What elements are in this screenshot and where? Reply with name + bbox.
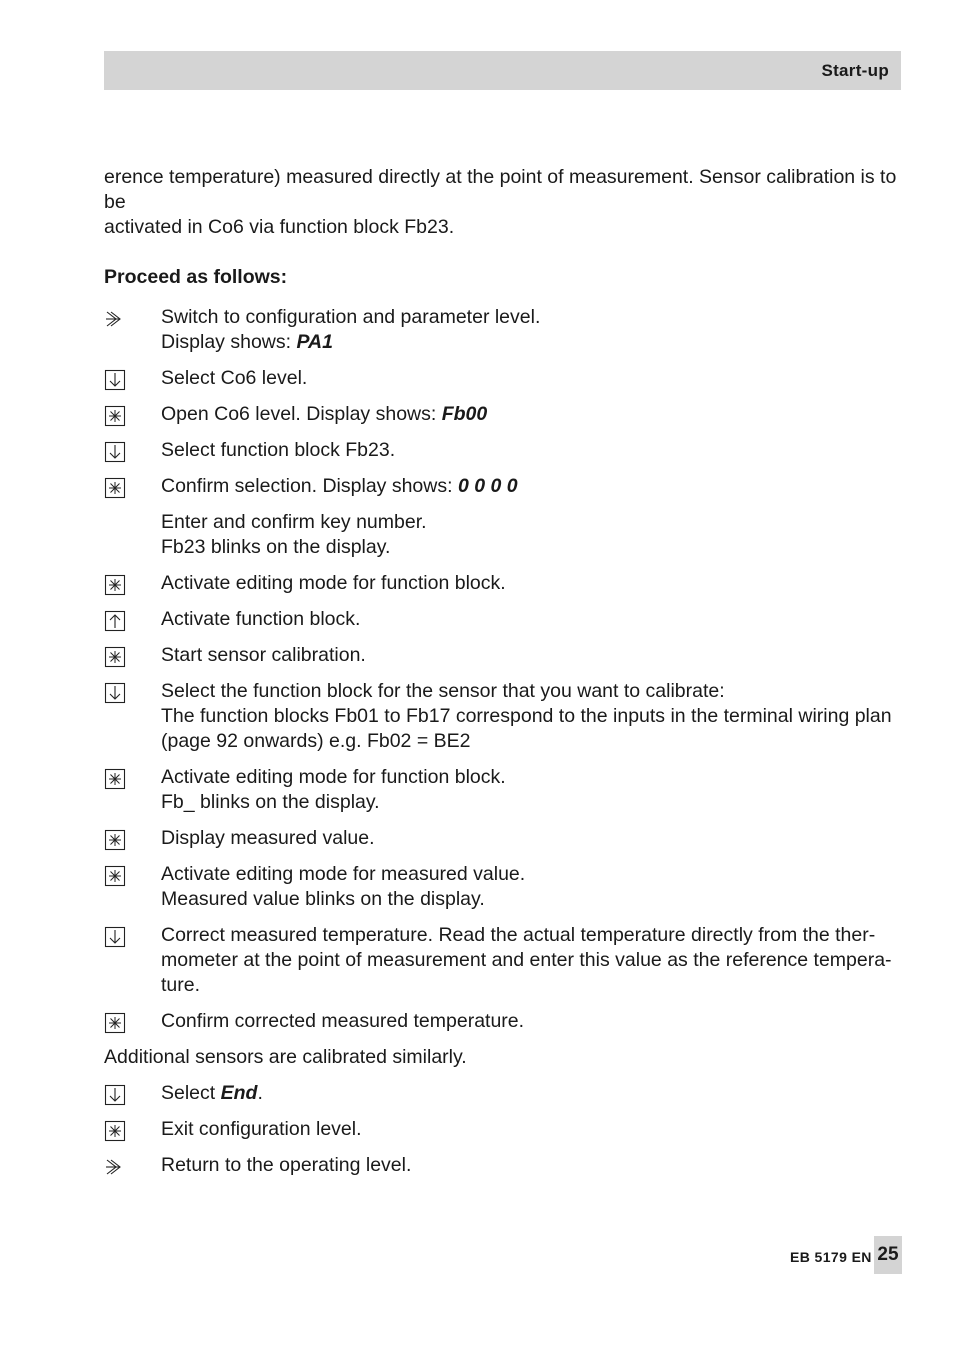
- step-text: [161, 679, 904, 754]
- step-line: [161, 535, 904, 560]
- step-line-text: Exit configuration level.: [161, 1118, 362, 1140]
- step-line-text: Enter and confirm key number.: [161, 511, 427, 533]
- header-bar: [104, 51, 901, 90]
- step-item: [104, 571, 904, 596]
- step-item: [104, 402, 904, 427]
- step-item: [104, 923, 904, 998]
- step-line: [161, 862, 904, 887]
- step-line-text: Open Co6 level. Display shows:: [161, 403, 442, 425]
- arrow-down-key-icon: [104, 682, 126, 704]
- step-item: [104, 438, 904, 463]
- step-line-text: Select function block Fb23.: [161, 439, 396, 461]
- step-line-text: Fb_ blinks on the display.: [161, 791, 380, 813]
- step-item: [104, 1081, 904, 1106]
- intro-paragraph: [104, 165, 904, 240]
- step-text: [161, 1153, 904, 1178]
- step-text: [161, 510, 904, 560]
- step-line-text: Confirm selection. Display shows:: [161, 475, 458, 497]
- section-title: Start-up: [821, 61, 889, 80]
- page-content: [104, 165, 904, 1189]
- step-line: [161, 679, 904, 704]
- arrow-up-key-icon: [104, 610, 126, 632]
- step-line: [161, 887, 904, 912]
- intro-line: erence temperature) measured directly at the point of measurement. Sensor calibration is to be: [104, 166, 897, 213]
- step-item: [104, 765, 904, 815]
- step-line-text: Measured value blinks on the display.: [161, 888, 485, 910]
- step-line-suffix: .: [257, 1082, 263, 1104]
- step-line-text: (page 92 onwards) e.g. Fb02 = BE2: [161, 730, 471, 752]
- step-line-text: Display shows:: [161, 331, 297, 353]
- step-item: [104, 679, 904, 754]
- no-icon-spacer: [104, 513, 126, 535]
- step-line-text: Select Co6 level.: [161, 367, 308, 389]
- step-text: [161, 607, 904, 632]
- step-line: [161, 923, 904, 948]
- note-text: Additional sensors are calibrated similarly.: [104, 1046, 467, 1068]
- step-line: [161, 366, 904, 391]
- step-list: [104, 305, 904, 1034]
- step-line-text: Display measured value.: [161, 827, 375, 849]
- step-line-text: Select: [161, 1082, 221, 1104]
- enter-key-icon: [104, 405, 126, 427]
- step-line: [161, 1009, 904, 1034]
- step-line-text: Fb23 blinks on the display.: [161, 536, 391, 558]
- page-number: 25: [874, 1236, 902, 1274]
- step-item: [104, 643, 904, 668]
- step-line-text: Confirm corrected measured temperature.: [161, 1010, 525, 1032]
- step-line: [161, 973, 904, 998]
- enter-key-icon: [104, 574, 126, 596]
- step-line-text: Activate editing mode for measured value.: [161, 863, 526, 885]
- step-line: [161, 765, 904, 790]
- step-text: [161, 305, 904, 355]
- step-text: [161, 402, 904, 427]
- step-line: [161, 948, 904, 973]
- enter-key-icon: [104, 646, 126, 668]
- step-item: [104, 607, 904, 632]
- enter-key-icon: [104, 829, 126, 851]
- step-line-text: Switch to configuration and parameter level.: [161, 306, 541, 328]
- step-line-text: ture.: [161, 974, 201, 996]
- step-line: [161, 643, 904, 668]
- step-text: [161, 923, 904, 998]
- step-text: [161, 643, 904, 668]
- arrow-down-key-icon: [104, 926, 126, 948]
- intro-line: activated in Co6 via function block Fb23.: [104, 216, 455, 238]
- step-text: [161, 366, 904, 391]
- step-text: [161, 571, 904, 596]
- step-line: [161, 607, 904, 632]
- step-line: [161, 330, 904, 355]
- document-code: EB 5179 EN: [790, 1249, 872, 1265]
- step-line-text: Correct measured temperature. Read the actual temperature directly from the ther-: [161, 924, 876, 946]
- step-item: [104, 862, 904, 912]
- enter-key-icon: [104, 1012, 126, 1034]
- display-value: 0 0 0 0: [457, 475, 518, 497]
- step-text: [161, 1009, 904, 1034]
- step-text: [161, 1117, 904, 1142]
- final-step-list: [104, 1081, 904, 1178]
- arrow-down-key-icon: [104, 369, 126, 391]
- step-line: [161, 474, 904, 499]
- step-line: [161, 510, 904, 535]
- step-text: [161, 474, 904, 499]
- arrow-right-icon: [104, 1156, 126, 1178]
- arrow-right-icon: [104, 308, 126, 330]
- step-line-text: Start sensor calibration.: [161, 644, 366, 666]
- step-line-text: Return to the operating level.: [161, 1154, 412, 1176]
- step-line-text: Activate editing mode for function block.: [161, 766, 506, 788]
- step-line: [161, 438, 904, 463]
- step-item: [104, 510, 904, 560]
- step-item: [104, 305, 904, 355]
- step-line-text: Select the function block for the sensor that you want to calibrate:: [161, 680, 725, 702]
- arrow-down-key-icon: [104, 1084, 126, 1106]
- step-text: [161, 826, 904, 851]
- step-item: [104, 366, 904, 391]
- step-text: [161, 862, 904, 912]
- step-text: [161, 1081, 904, 1106]
- step-line-text: Activate editing mode for function block.: [161, 572, 506, 594]
- arrow-down-key-icon: [104, 441, 126, 463]
- step-item: [104, 474, 904, 499]
- display-value: PA1: [296, 331, 333, 353]
- step-item: [104, 826, 904, 851]
- step-line: [161, 790, 904, 815]
- step-item: [104, 1153, 904, 1178]
- step-text: [161, 765, 904, 815]
- display-value: Fb00: [441, 403, 488, 425]
- display-value: End: [220, 1082, 258, 1104]
- step-line: [161, 729, 904, 754]
- step-line-text: mometer at the point of measurement and enter this value as the reference tempera-: [161, 949, 892, 971]
- step-line: [161, 305, 904, 330]
- step-item: [104, 1009, 904, 1034]
- enter-key-icon: [104, 865, 126, 887]
- step-text: [161, 438, 904, 463]
- step-item: [104, 1117, 904, 1142]
- step-line: [161, 402, 904, 427]
- procedure-heading: Proceed as follows:: [104, 266, 288, 288]
- step-line: [161, 571, 904, 596]
- step-line-text: The function blocks Fb01 to Fb17 correspond to the inputs in the terminal wiring plan: [161, 705, 892, 727]
- enter-key-icon: [104, 1120, 126, 1142]
- step-line-text: Activate function block.: [161, 608, 361, 630]
- enter-key-icon: [104, 768, 126, 790]
- enter-key-icon: [104, 477, 126, 499]
- step-line: [161, 704, 904, 729]
- step-line: [161, 826, 904, 851]
